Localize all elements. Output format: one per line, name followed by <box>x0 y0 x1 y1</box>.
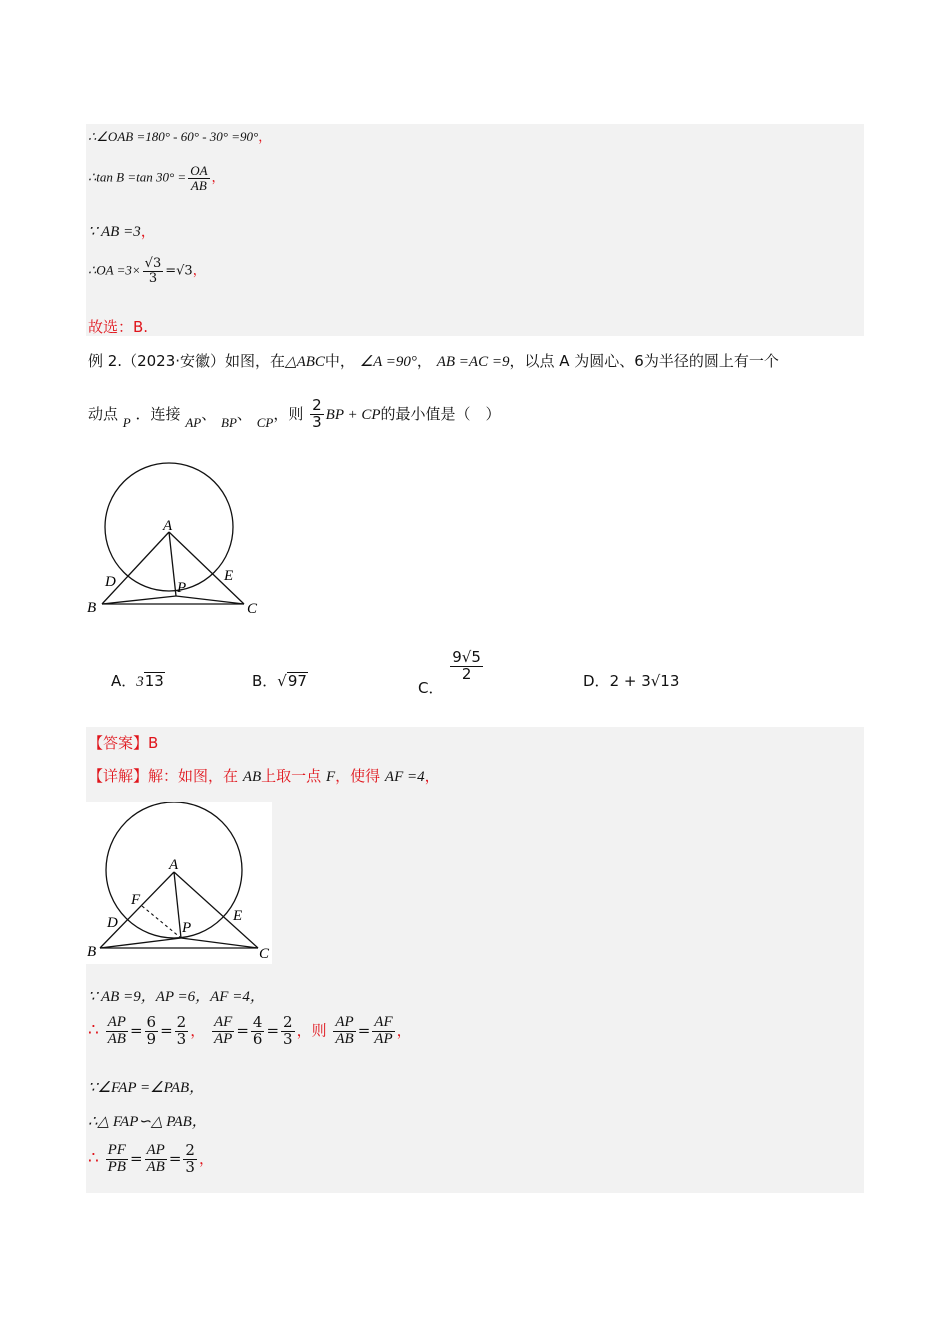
label-B: B <box>87 600 97 616</box>
solution-box-top <box>86 124 864 336</box>
label-P: P <box>177 580 187 596</box>
option-c[interactable]: C． $\frac{9√5}{2}$ <box>418 648 481 697</box>
step-5: ∴ $\frac{PF}{PB}$ = $\frac{AP}{AB}$ = $\frac{2}{3}$ ， <box>88 1141 214 1176</box>
label-P2: P <box>182 920 192 936</box>
label-E2: E <box>233 908 243 924</box>
label-D: D <box>105 574 116 590</box>
option-d[interactable]: D．2 + 3√13 <box>583 672 680 690</box>
label-A: A <box>163 518 173 534</box>
label-B2: B <box>87 944 97 960</box>
label-D2: D <box>107 915 118 931</box>
question-line-1: 例 2.（2023·安徽）如图，在△ABC中， ∠A =90°， AB =AC =9，以点 A 为圆心、6为半径的圆上有一个 <box>88 352 779 370</box>
label-E: E <box>224 568 234 584</box>
label-C2: C <box>259 946 270 962</box>
label-A2: A <box>169 857 179 873</box>
solution-line-1: ∴∠OAB =180° - 60° - 30° =90°， <box>88 129 272 145</box>
option-a[interactable]: A．313 <box>111 672 164 690</box>
label-F2: F <box>131 892 141 908</box>
step-4: ∴△ FAP∽△ PAB， <box>88 1114 207 1130</box>
solution-line-2: ∴tan B =tan 30° = $\frac{OA}{AB}$ ， <box>88 163 225 193</box>
answer-label: 【答案】B <box>88 734 159 752</box>
detail-line: 【详解】解：如图，在 AB上取一点 F，使得 AF =4， <box>88 767 440 785</box>
solution-line-3: ∵ AB =3， <box>88 222 156 240</box>
step-1: ∵ AB =9，AP =6，AF =4， <box>88 989 265 1005</box>
step-2: ∴ $\frac{AP}{AB}$ = $\frac{6}{9}$ = $\frac{2}{3}$ ， $\frac{AF}{AP}$ = $\frac{4}{6}$ = $\frac{2}{3}$ ，则 $\frac{AP}{AB}$ = $\frac{AF}{AP}$ ， <box>88 1013 412 1048</box>
option-b[interactable]: B．√97 <box>252 672 307 690</box>
answer-line: 故选：B. <box>88 318 149 336</box>
step-3: ∵∠FAP =∠PAB， <box>88 1080 205 1096</box>
solution-line-4: ∴OA =3× $\frac{√3}{3}$ =√3， <box>88 256 206 286</box>
geometry-figure-question <box>84 462 274 622</box>
question-line-2: 动点 P ．连接 AP、 BP、 CP，则 $\frac{2}{3}$ BP + CP的最小值是（ ） <box>88 396 501 431</box>
geometry-figure-solution <box>86 802 272 964</box>
label-C: C <box>247 601 258 617</box>
